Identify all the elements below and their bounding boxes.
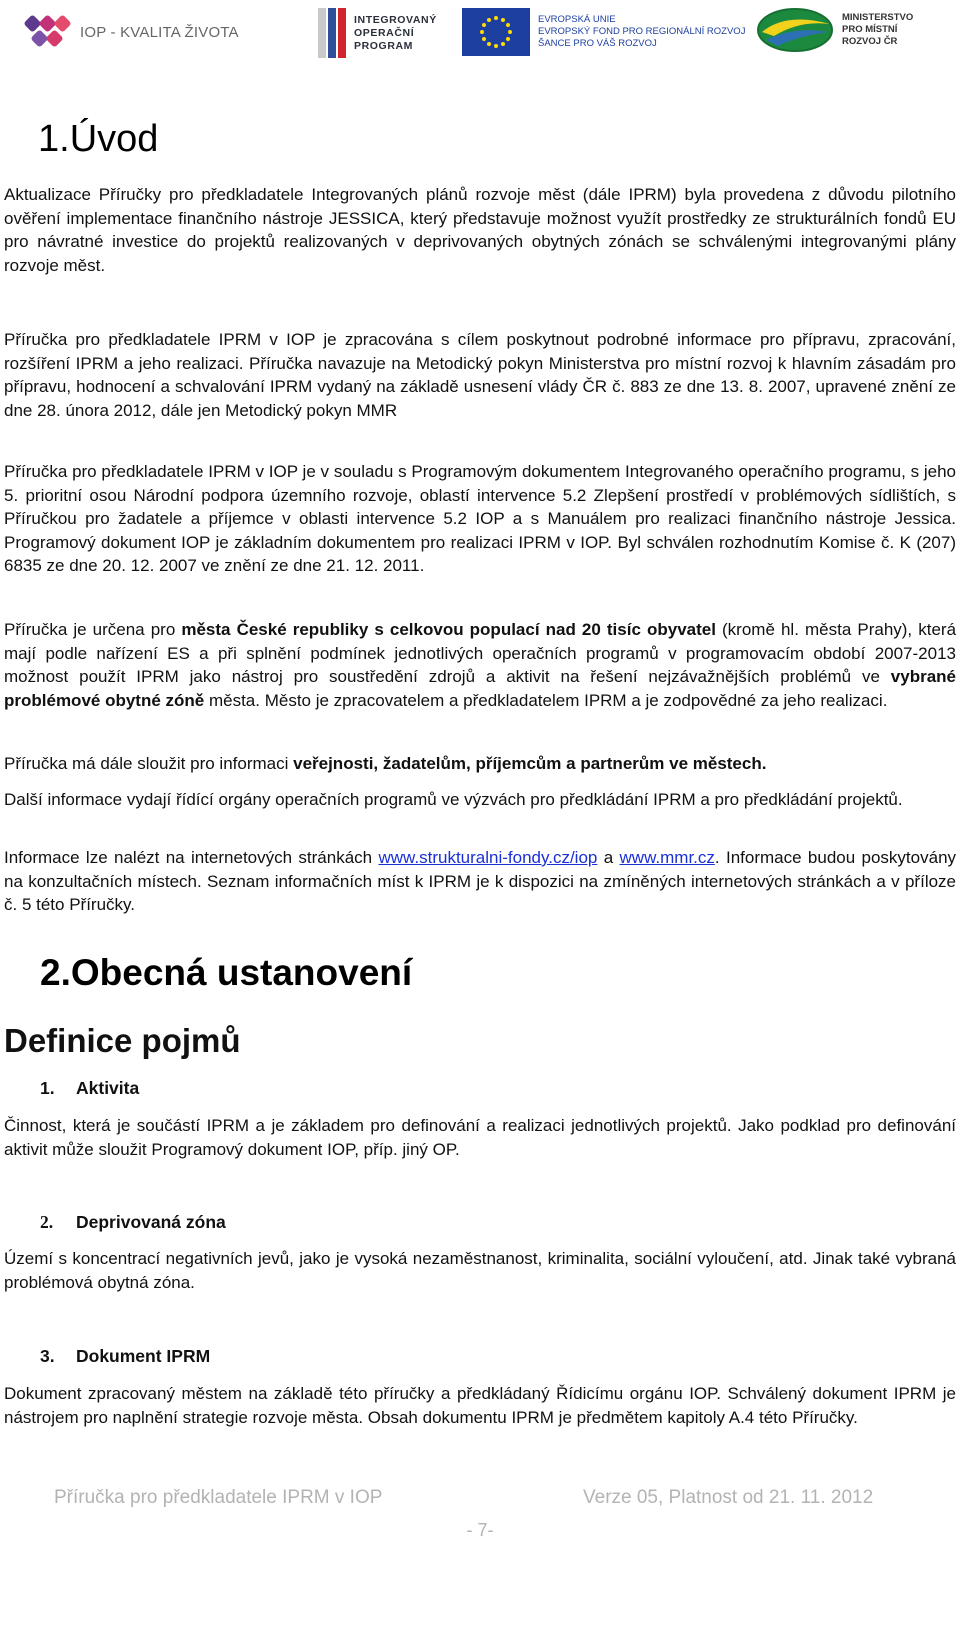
eu-logo [462,8,745,56]
p7-text-a: Informace lze nalézt na internetových stránkách [4,848,379,867]
integ-line1: INTEGROVANÝ [354,13,437,26]
intro-paragraph-6: Další informace vydají řídící orgány operačních programů ve výzvách pro předkládání IPRM a pro předkládání projektů. [4,790,903,809]
def-2-text: Území s koncentrací negativních jevů, jako je vysoká nezaměstnanost, kriminalita, sociální vyloučení, atd. Jinak také vybraná problémová obytná zóna. [4,1249,956,1292]
eu-flag-icon [462,8,530,56]
def-3-text: Dokument zpracovaný městem na základě této příručky a předkládaný Řídicímu orgánu IOP. Schválený dokument IPRM je nástrojem pro naplnění strategie rozvoje města. Obsah dokumentu IPRM je předmětem kapitoly A.4 této Příručky. [4,1384,956,1427]
intro-paragraph-4 [4,618,956,712]
integ-line2: OPERAČNÍ [354,26,415,39]
section-2-heading [40,952,412,994]
integrovany-program-logo [318,8,437,58]
p5-bold-audience: veřejnosti, žadatelům, příjemcům a partnerům ve městech. [293,754,767,773]
p7-text-c: . Informace budou poskytovány na konzultačních místech. Seznam informačních míst k IPRM je k dispozici na zmíněných internetových stránkách a v příloze č. 5 této Příručky. [4,848,957,915]
mmr-logo [756,6,913,54]
link-strukturalni-fondy[interactable]: www.strukturalni-fondy.cz/iop [378,848,598,867]
def-2-title: Deprivovaná zóna [76,1212,226,1232]
def-1-heading [40,1078,139,1099]
p4-text-a: Příručka je určena pro [4,620,182,639]
link-mmr[interactable]: www.mmr.cz [619,848,715,867]
footer-title: Příručka pro předkladatele IPRM v IOP [54,1487,383,1508]
def-3-title: Dokument IPRM [76,1346,211,1366]
def-2-heading [40,1212,226,1233]
section-2-title: Obecná ustanovení [70,952,413,993]
intro-paragraph-3: Příručka pro předkladatele IPRM v IOP je v souladu s Programovým dokumentem Integrovaného operačního programu, s jeho 5. prioritní osou Národní podpora územního rozvoje, oblastí intervence 5.2 Zlepšení prostředí v problémových sídlištích, s Příručkou pro žadatele a příjemce v oblasti intervence 5.2 IOP a s Manuálem pro realizaci finančního nástroje Jessica. Programový dokument IOP je základním dokumentem pro realizaci IPRM v IOP. Byl schválen rozhodnutím Komise č. K (207) 6835 ze dne 20. 12. 2007 ve znění ze dne 21. 12. 2011. [4,462,956,576]
p4-text-c: (kromě hl. města Prahy), která mají podle nařízení ES a při splnění podmínek jednotlivých operačních programů v programovacím období 2007-2013 možnost použít IPRM jako nástroj pro soustředění zdrojů a aktivit na řešení nejzávažnějších problémů ve [4,620,957,687]
p4-bold-zone: vybrané problémové obytné zóně [4,667,956,710]
def-3-heading [40,1346,210,1367]
iop-logo [24,14,239,50]
mmr-line3: ROZVOJ ČR [842,36,898,47]
p4-text-e: města. Město je zpracovatelem a předkladatelem IPRM a je zodpovědné za jeho realizaci. [204,690,888,710]
page-number: - 7- [466,1520,494,1540]
eu-line3: ŠANCE PRO VÁŠ ROZVOJ [538,38,657,49]
intro-paragraph-5 [4,752,956,776]
def-2-number: 2. [40,1212,54,1232]
p4-bold-target-cities: města České republiky s celkovou populací nad 20 tisíc obyvatel [181,620,716,639]
p7-text-b: a [597,848,620,867]
mmr-line1: MINISTERSTVO [842,12,914,23]
def-1-number: 1. [40,1078,55,1098]
intro-paragraph-2: Příručka pro předkladatele IPRM v IOP je zpracována s cílem poskytnout podrobné informace pro přípravu, zpracování, rozšíření IPRM a jeho realizaci. Příručka navazuje na Metodický pokyn Ministerstva pro místní rozvoj k hlavním zásadám pro přípravu, hodnocení a schvalování IPRM vydaný na základě usnesení vlády ČR č. 883 ze dne 13. 8. 2007, upravené znění ze dne 28. února 2012, dále jen Metodický pokyn MMR [4,330,956,420]
integ-line3: PROGRAM [354,39,414,52]
p5-text-a: Příručka má dále sloužit pro informaci [4,754,294,773]
eu-line1: EVROPSKÁ UNIE [538,14,616,25]
intro-paragraph-1: Aktualizace Příručky pro předkladatele Integrovaných plánů rozvoje měst (dále IPRM) byla provedena z důvodu pilotního ověření implementace finančního nástroje JESSICA, který představuje možnost využít prostředky ze strukturálních fondů EU pro návratné investice do projektů realizovaných v deprivovaných obytných zónách se schválenými integrovanými plány rozvoje měst. [4,185,956,275]
def-1-title: Aktivita [76,1078,140,1098]
def-1-text: Činnost, která je součástí IPRM a je základem pro definování a realizaci jednotlivých projektů. Jako podklad pro definování aktivit může sloužit Programový dokument IOP, příp. jiný OP. [4,1116,956,1159]
section-2-number: 2. [40,952,71,993]
mmr-emblem-icon [756,6,834,54]
intro-paragraph-7 [4,846,956,917]
eu-line2: EVROPSKÝ FOND PRO REGIONÁLNÍ ROZVOJ [538,26,746,37]
footer-version: Verze 05, Platnost od 21. 11. 2012 [583,1487,874,1508]
section-1-number: 1. [38,118,70,160]
section-1-heading [38,118,158,161]
mmr-line2: PRO MÍSTNÍ [842,24,898,35]
page-header [0,0,960,70]
definitions-heading: Definice pojmů [4,1022,241,1059]
section-1-title: Úvod [69,118,159,160]
iop-logo-text: IOP - KVALITA ŽIVOTA [80,23,239,41]
iop-hex-icon [24,14,72,50]
def-3-number: 3. [40,1346,55,1366]
